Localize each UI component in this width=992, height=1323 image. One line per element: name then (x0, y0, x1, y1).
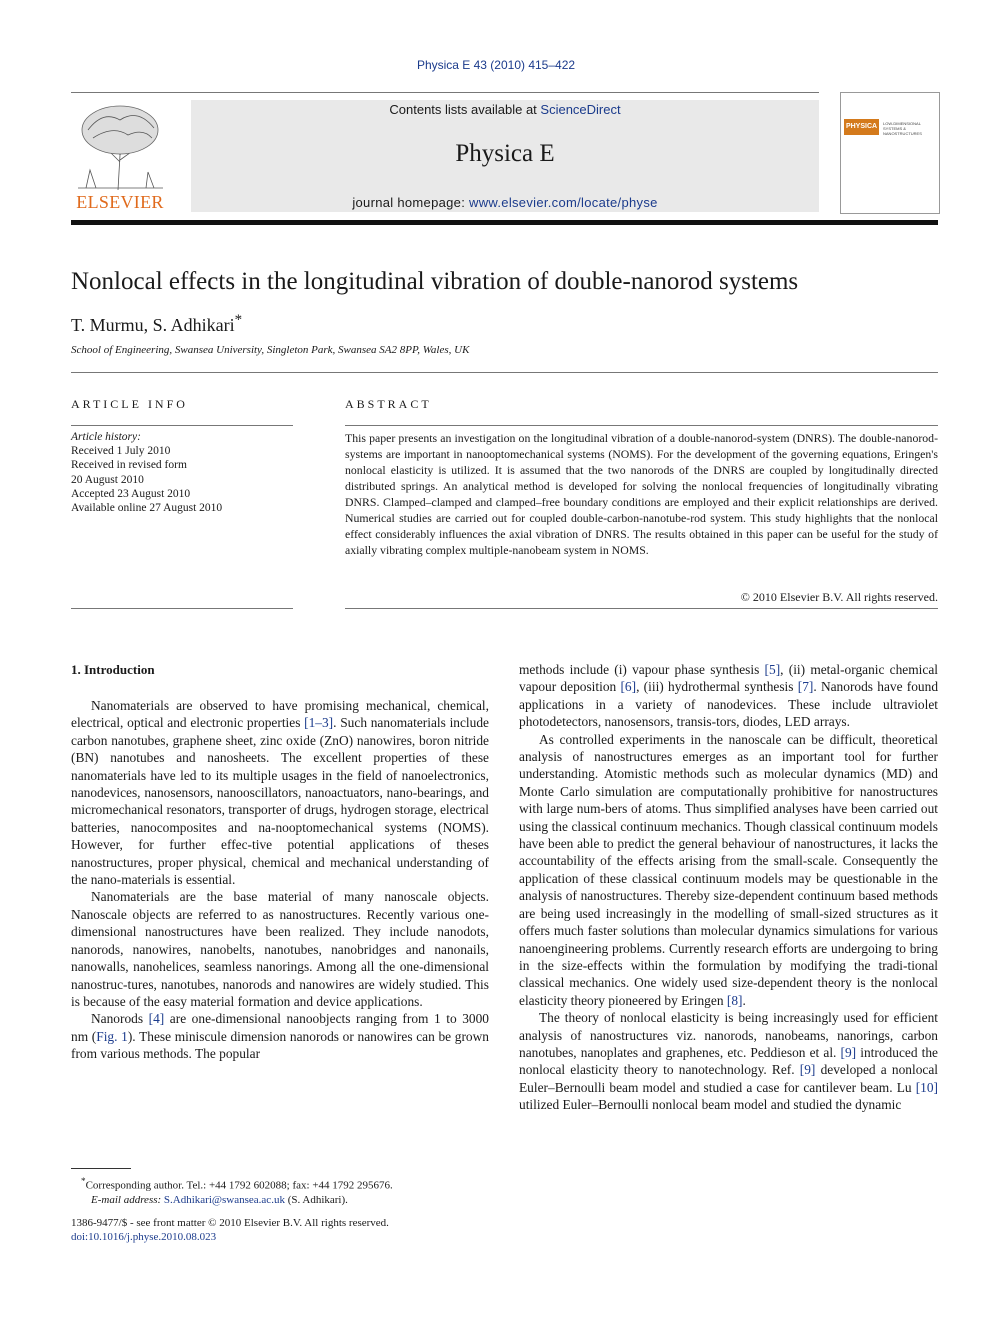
introduction-heading: 1. Introduction (71, 662, 155, 677)
citation-link[interactable]: [10] (915, 1079, 938, 1095)
citation-link[interactable]: [5] (764, 662, 781, 677)
corresponding-author-footnote (71, 1174, 489, 1193)
journal-name: Physica E (455, 140, 555, 167)
author-names: T. Murmu, S. Adhikari (71, 315, 235, 335)
abstract-rule (345, 425, 938, 426)
article-history (71, 430, 293, 515)
text-run: methods include (i) vapour phase synthesis (519, 662, 765, 677)
footnote-mark: * (81, 1176, 86, 1186)
text-run: As controlled experiments in the nanoscale can be difficult, theoretical analysis of nanostructures emerges as an important tool for further understanding. Atomistic methods such as molecular dynamics (MD) and Monte Carlo simulation are computationally prohibitive for nanostructures with large num-bers of atoms. Thus simplified analyses have been carried out using the classical continuum mechanics. Though classical continuum models have been able to predict the general behaviour of nanostructures, it lacks the accountability of the effects arising from the small-scale. Consequently the application of these classical continuum models may be questionable in the analysis of nanostructures. Thereby size-dependent continuum based methods are being used increasingly in the modelling of small-sized structures as it offers much faster solutions than molecular dynamics simulations for various nanoengineering problems. Currently research efforts are undergoing to bring in the size-effects within the formulation by modifying the tradi-tional classical mechanics. One widely used size-dependent theory is the nonlocal elasticity theory pioneered by Eringen (519, 731, 938, 1008)
article-info-heading: ARTICLE INFO (71, 397, 188, 411)
paragraph (519, 731, 938, 1010)
abstract-copyright: © 2010 Elsevier B.V. All rights reserved. (740, 590, 938, 604)
journal-citation[interactable]: Physica E 43 (2010) 415–422 (416, 58, 576, 72)
paragraph (71, 697, 489, 888)
email-link[interactable]: S.Adhikari@swansea.ac.uk (163, 1193, 285, 1206)
paragraph: Nanomaterials are the base material of many nanoscale objects. Nanoscale objects are referred to as nanostructures. Recently various one-dimensional nanostructures have been realized. They include nanodots, nanorods, nanowires, nanobelts, nanotubes, nanobridges and nanonails, nanowalls, nanohelices, seamless nanorings. Among all the one-dimensional nanostruc-tures, nanotubes, nanorods and nanowires are widely studied. This is because of the easy material formation and device applications. (71, 889, 489, 1009)
text-run: . Such nanomaterials include carbon nanotubes, graphene sheet, zinc oxide (ZnO) nanowires, boron nitride (BN) nanotubes and nanosheets. The excellent properties of these nanomaterials have led to its multiple usages in the field of nanoelectronics, nanodevices, nanosensors, nanooscillators, nanoactuators, nano-bearings, and micromechanical resonators, transporter of drugs, hydrogen storage, electrical batteries, nanocomposites and na-nooptomechanical systems (NOMS). However, for further effec-tive potential applications of theses nanostructures, proper physical, chemical and mechanical understanding of the nano-materials is essential. (71, 715, 489, 888)
citation-link[interactable]: [8] (726, 992, 743, 1008)
citation-link[interactable]: [1–3] (304, 715, 334, 731)
issn-line: 1386-9477/$ - see front matter © 2010 Elsevier B.V. All rights reserved. (71, 1217, 389, 1229)
footnote-text: Corresponding author. Tel.: +44 1792 602088; fax: +44 1792 295676. (85, 1179, 393, 1192)
text-run: ). These miniscule dimension nanorods or nanowires can be grown from various methods. The popular (71, 1028, 489, 1062)
footnote-rule (71, 1168, 131, 1169)
history-item: Available online 27 August 2010 (71, 502, 223, 515)
text-run: . (742, 992, 746, 1008)
citation-link[interactable]: [7] (797, 679, 814, 695)
history-item: Received in revised form (71, 459, 187, 472)
text-run: developed a nonlocal Euler–Bernoulli beam model and studied a case for cantilever beam. Lu (519, 1062, 938, 1095)
text-run: , (iii) hydrothermal synthesis (636, 679, 798, 695)
contents-prefix: Contents lists available at (389, 102, 541, 117)
citation-link[interactable]: [9] (799, 1062, 816, 1078)
contents-line (191, 102, 819, 117)
elsevier-tree-icon (68, 100, 172, 192)
text-run: Nanorods (91, 1011, 149, 1027)
journal-cover-thumbnail (840, 92, 940, 214)
affiliation-rule (71, 372, 938, 373)
header-rule (71, 92, 819, 93)
affiliation: School of Engineering, Swansea University, Singleton Park, Swansea SA2 8PP, Wales, UK (71, 344, 470, 356)
figure-link[interactable]: Fig. 1 (96, 1028, 128, 1044)
footnotes (71, 1174, 489, 1207)
history-item: 20 August 2010 (71, 473, 144, 486)
citation-link[interactable]: [9] (840, 1044, 857, 1060)
email-suffix: (S. Adhikari). (284, 1193, 348, 1206)
doi-link[interactable]: doi:10.1016/j.physe.2010.08.023 (71, 1231, 217, 1243)
text-run: , (ii) metal-organic chemical vapour deposition (519, 662, 938, 695)
paragraph (71, 1010, 489, 1062)
elsevier-logo (68, 100, 172, 212)
citation-link[interactable]: [6] (620, 679, 637, 695)
text-run: introduced the nonlocal elasticity theory to nanotechnology. Ref. (519, 1044, 939, 1078)
citation-link[interactable]: [4] (148, 1011, 165, 1027)
email-label: E-mail address: (91, 1193, 164, 1206)
sciencedirect-link[interactable]: ScienceDirect (540, 102, 621, 117)
cover-subtitle: LOW-DIMENSIONAL SYSTEMS & NANOSTRUCTURES (883, 121, 922, 136)
front-matter (71, 1216, 489, 1244)
history-item: Received 1 July 2010 (71, 445, 171, 458)
homepage-link[interactable]: www.elsevier.com/locate/physe (469, 195, 658, 210)
article-info-rule (71, 425, 293, 426)
header-thick-rule (71, 220, 938, 225)
text-run: Nanomaterials are observed to have promising mechanical, chemical, electrical, optical and electronic properties (71, 698, 489, 731)
paragraph (519, 661, 938, 731)
history-item: Accepted 23 August 2010 (71, 487, 191, 500)
text-run: utilized Euler–Bernoulli nonlocal beam model and studied the dynamic (519, 1097, 902, 1113)
article-title: Nonlocal effects in the longitudinal vibration of double-nanorod systems (71, 268, 799, 295)
homepage-line (191, 195, 819, 210)
paragraph (519, 1009, 938, 1113)
abstract-text: This paper presents an investigation on the longitudinal vibration of a double-nanorod-system (DNRS). The double-nanorod-systems are important in nanooptomechanical systems (NOMS). For the development of the governing equations, Eringen's nonlocal elasticity is utilized. It is assumed that the two nanorods of the DNRS are coupled by longitudinally directed distributed springs. An analytical method is developed for solving the nonlocal frequencies of longitudinally vibrating DNRS. Clamped–clamped and clamped–free boundary conditions are employed and their explicit relationships are derived. Numerical studies are carried out for coupled double-carbon-nanotube-rod system. This study highlights that the nonlocal effect considerably influences the axial vibration of DNRS. The results obtained in this paper can be useful for the study of axially vibrating complex multiple-nanobeam system in NOMS. (345, 431, 938, 557)
elsevier-wordmark: ELSEVIER (76, 192, 164, 212)
abstract-heading: ABSTRACT (345, 397, 432, 411)
history-label: Article history: (71, 431, 141, 443)
homepage-prefix: journal homepage: (352, 195, 470, 210)
article-info-rule-bottom (71, 608, 293, 609)
cover-title: PHYSICA (844, 119, 879, 135)
text-run: are one-dimensional nanoobjects ranging from 1 to 3000 nm ( (71, 1011, 489, 1044)
authors (71, 312, 242, 336)
body-column-left (71, 697, 489, 1063)
body-column-right (519, 661, 938, 1114)
email-footnote (71, 1193, 489, 1207)
abstract-rule-bottom (345, 608, 938, 609)
corresponding-author-mark[interactable]: * (234, 312, 243, 328)
text-run: The theory of nonlocal elasticity is being increasingly used for efficient analysis of nanostructures viz. nanorods, nanobeams, nanorings, carbon nanotubes, nanoplates and graphenes, etc. Peddieson et al. (519, 1010, 938, 1060)
text-run: . Nanorods have found applications in a variety of nanodevices. These include ultraviolet photodetectors, nanosensors, transis-tors, diodes, LED arrays. (519, 679, 939, 730)
